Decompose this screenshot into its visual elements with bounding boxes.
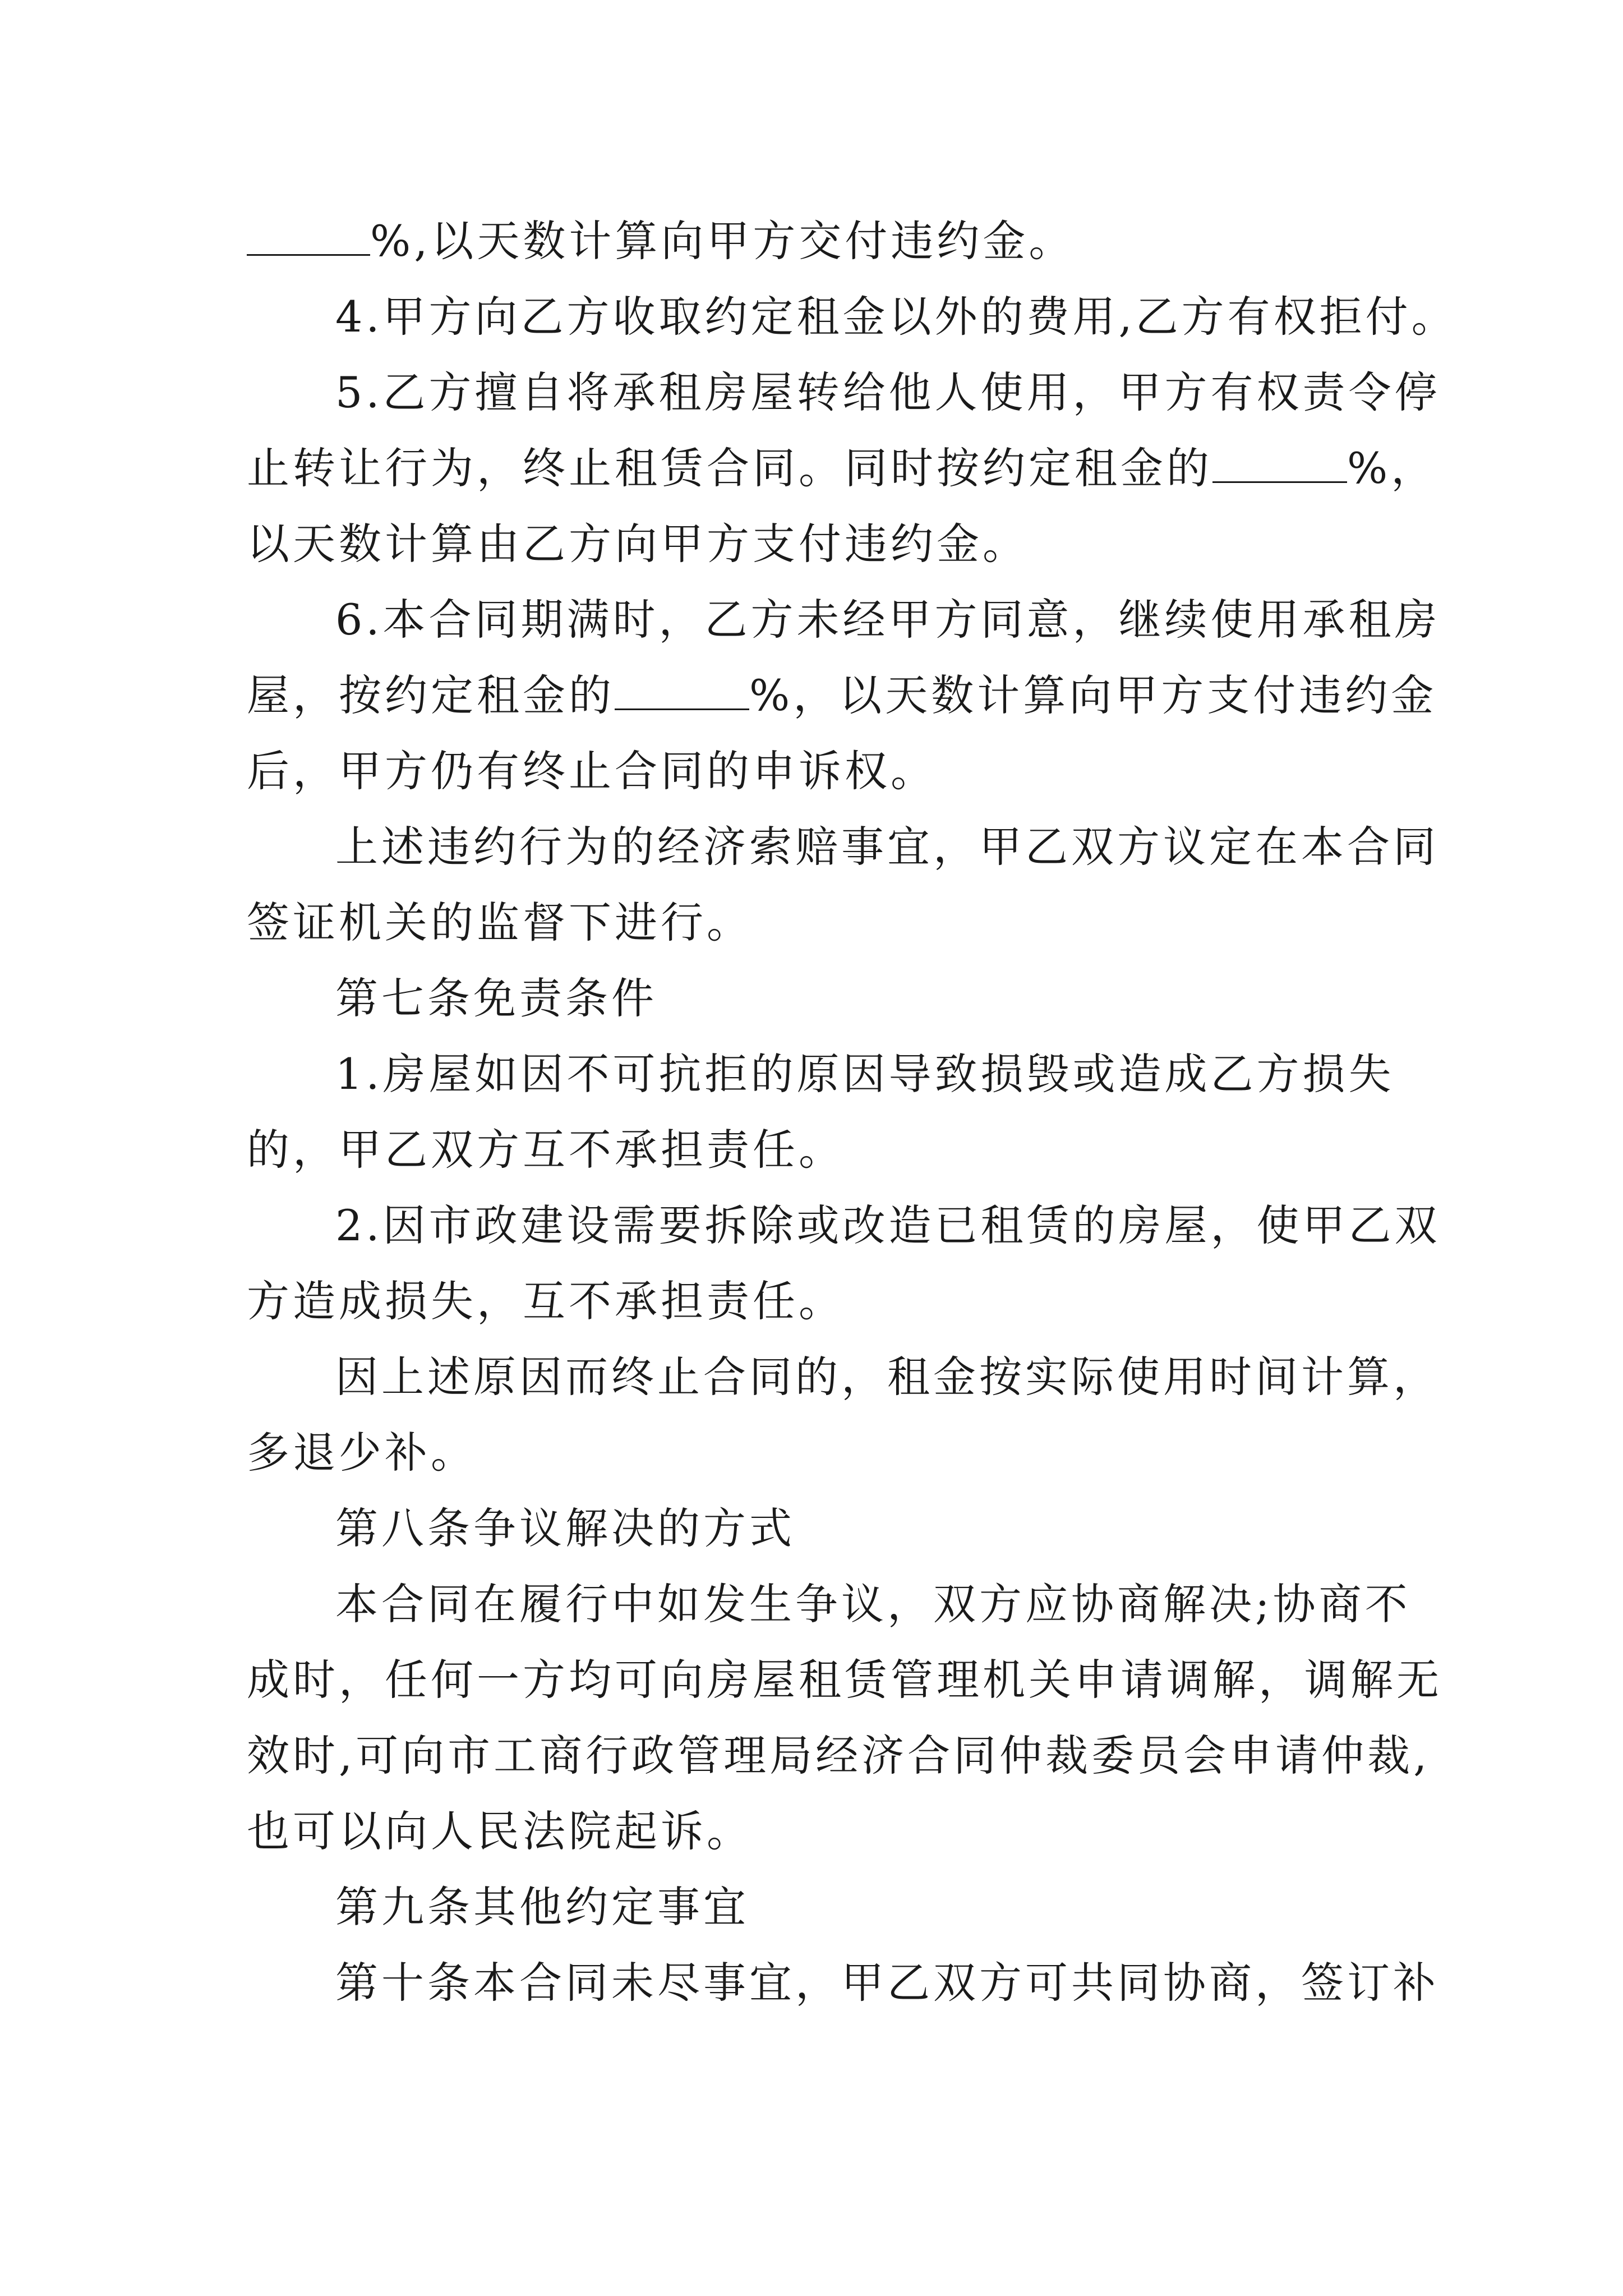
line-text: 后，甲方仍有终止合同的申诉权。 bbox=[247, 746, 937, 796]
line-text: 屋，按约定租金的 bbox=[247, 670, 615, 720]
blank-underline bbox=[247, 220, 370, 256]
text-line bbox=[247, 1425, 477, 1481]
text-line bbox=[335, 1046, 1395, 1102]
text-line bbox=[247, 1122, 845, 1178]
text-line bbox=[335, 365, 1441, 421]
text-line bbox=[335, 819, 1439, 875]
section-heading bbox=[335, 1879, 749, 1935]
line-text: 第九条其他约定事宜 bbox=[335, 1882, 749, 1932]
text-line bbox=[247, 1803, 753, 1860]
line-text: 因上述原因而终止合同的，租金按实际使用时间计算， bbox=[335, 1352, 1439, 1402]
text-line bbox=[335, 1198, 1441, 1254]
text-line bbox=[247, 743, 937, 799]
line-text: 第八条争议解决的方式 bbox=[335, 1503, 795, 1553]
text-line bbox=[247, 516, 1029, 572]
line-text: 以天数计算由乙方向甲方支付违约金。 bbox=[247, 519, 1029, 569]
line-text: 止转让行为，终止租赁合同。同时按约定租金的 bbox=[247, 443, 1212, 493]
line-text: 也可以向人民法院起诉。 bbox=[247, 1806, 753, 1856]
text-line bbox=[335, 289, 1458, 345]
line-text: 2.因市政建设需要拆除或改造已租赁的房屋，使甲乙双 bbox=[335, 1200, 1441, 1250]
line-text: 第七条免责条件 bbox=[335, 973, 657, 1023]
text-line bbox=[247, 1273, 845, 1329]
line-text: %，以天数计算向甲方支付违约金 bbox=[749, 670, 1437, 720]
text-line bbox=[247, 1652, 1442, 1708]
text-line bbox=[247, 1728, 1430, 1784]
text-line bbox=[335, 1576, 1411, 1632]
line-text: 签证机关的监督下进行。 bbox=[247, 898, 753, 947]
blank-underline bbox=[615, 675, 749, 710]
line-text: 成时，任何一方均可向房屋租赁管理机关申请调解，调解无 bbox=[247, 1655, 1442, 1705]
text-line bbox=[247, 440, 1437, 496]
text-line bbox=[335, 592, 1441, 648]
text-line bbox=[335, 1955, 1439, 2011]
section-heading bbox=[335, 970, 657, 1027]
text-line bbox=[335, 1349, 1439, 1405]
line-text: %， bbox=[1347, 443, 1437, 493]
line-text: 5.乙方擅自将承租房屋转给他人使用，甲方有权责令停 bbox=[335, 367, 1441, 417]
line-text: 1.房屋如因不可抗拒的原因导致损毁或造成乙方损失 bbox=[335, 1049, 1395, 1099]
blank-underline bbox=[1212, 448, 1347, 483]
text-line bbox=[247, 668, 1437, 724]
line-text: 6.本合同期满时，乙方未经甲方同意，继续使用承租房 bbox=[335, 595, 1441, 645]
line-text: 方造成损失，互不承担责任。 bbox=[247, 1276, 845, 1326]
section-heading bbox=[335, 1501, 795, 1557]
line-text: 效时,可向市工商行政管理局经济合同仲裁委员会申请仲裁, bbox=[247, 1731, 1431, 1780]
line-text: %,以天数计算向甲方交付违约金。 bbox=[370, 216, 1075, 266]
line-text: 本合同在履行中如发生争议，双方应协商解决;协商不 bbox=[335, 1579, 1411, 1629]
text-line bbox=[247, 895, 753, 951]
text-line bbox=[247, 213, 1075, 269]
line-text: 上述违约行为的经济索赔事宜，甲乙双方议定在本合同 bbox=[335, 822, 1439, 872]
line-text: 第十条本合同未尽事宜，甲乙双方可共同协商，签订补 bbox=[335, 1958, 1439, 2008]
line-text: 多退少补。 bbox=[247, 1428, 477, 1478]
line-text: 的，甲乙双方互不承担责任。 bbox=[247, 1125, 845, 1175]
line-text: 4.甲方向乙方收取约定租金以外的费用,乙方有权拒付。 bbox=[335, 292, 1458, 342]
